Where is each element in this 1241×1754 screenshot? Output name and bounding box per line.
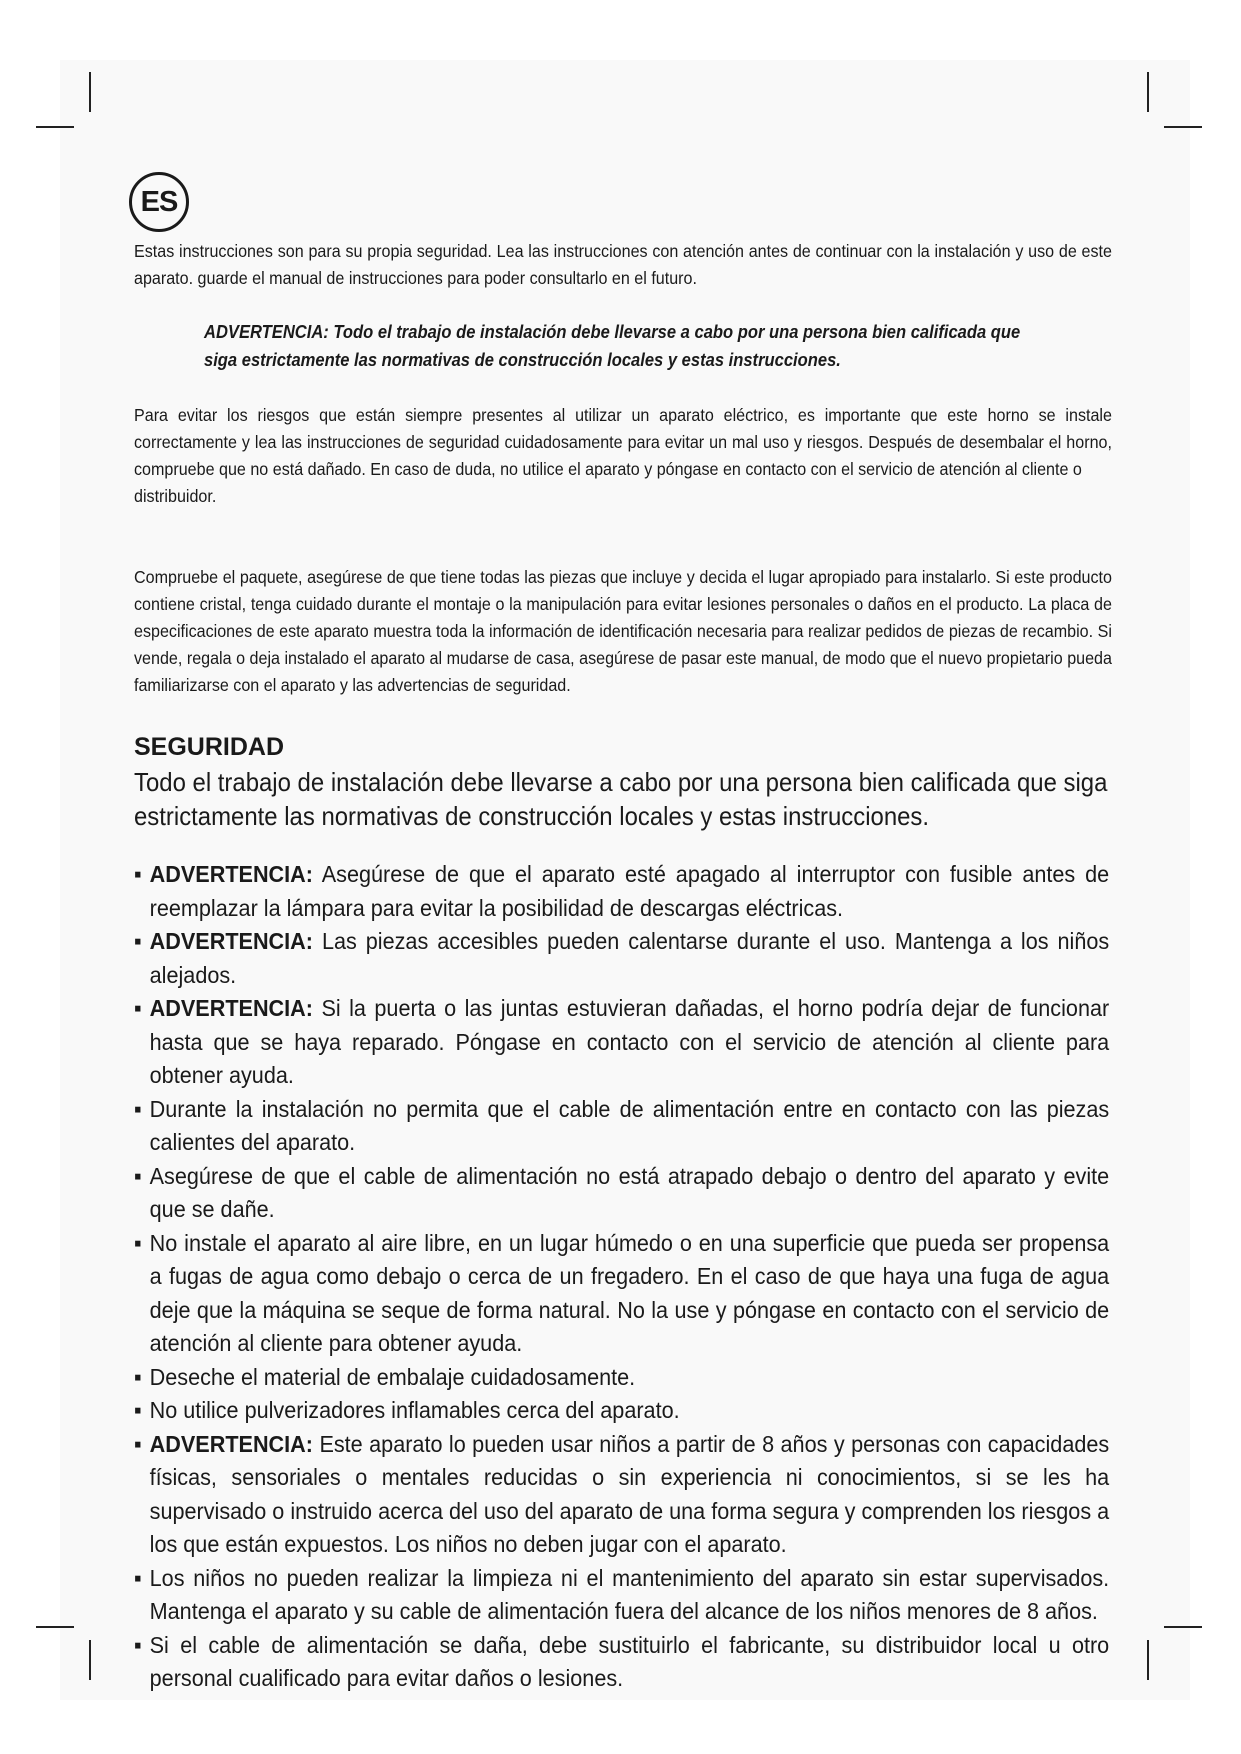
installation-warning-line2: siga estrictamente las normativas de construcción locales y estas instrucciones.: [204, 350, 841, 370]
safety-item: [134, 1160, 1109, 1227]
safety-list: [134, 858, 1109, 1696]
installation-warning-line1: ADVERTENCIA: Todo el trabajo de instalación debe llevarse a cabo por una persona bien calificada que: [204, 322, 1021, 342]
safety-item: [134, 925, 1109, 992]
safety-item: [134, 858, 1109, 925]
safety-item: [134, 1629, 1109, 1696]
safety-item-label: ADVERTENCIA:: [149, 861, 313, 887]
crop-mark-top-left-h: [36, 126, 74, 128]
bullet-icon: ▪: [134, 861, 142, 887]
safety-item-text: Asegúrese de que el cable de alimentación no está atrapado debajo o dentro del aparato y evite que se dañe.: [149, 1162, 1110, 1222]
safety-item-text: No instale el aparato al aire libre, en un lugar húmedo o en una superficie que pueda ser propensa a fugas de agua como debajo o cerca de un fregadero. En el caso de que haya una fuga de agua deje que la máquina se seque de forma natural. No la use y póngase en contacto con el servicio de atención al cliente para obtener ayuda.: [149, 1229, 1110, 1356]
safety-item-text: Deseche el material de embalaje cuidadosamente.: [149, 1363, 636, 1390]
package-paragraph: [134, 564, 1112, 699]
intro-text: Estas instrucciones son para su propia seguridad. Lea las instrucciones con atención antes de continuar con la instalación y uso de este aparato. guarde el manual de instrucciones para poder consultarlo en el futuro.: [134, 241, 1112, 288]
installation-warning: [204, 318, 1032, 374]
safety-item: [134, 1227, 1109, 1361]
bullet-icon: ▪: [134, 928, 142, 954]
safety-item: [134, 1093, 1109, 1160]
safety-intro: Todo el trabajo de instalación debe llevarse a cabo por una persona bien calificada que siga estrictamente las normativas de construcción locales y estas instrucciones.: [134, 767, 1108, 831]
crop-mark-bottom-left-v: [89, 1640, 91, 1680]
safety-item-text: Durante la instalación no permita que el cable de alimentación entre en contacto con las piezas calientes del aparato.: [149, 1095, 1110, 1155]
intro-paragraph: [134, 238, 1112, 292]
risks-text: Para evitar los riesgos que están siempre presentes al utilizar un aparato eléctrico, es importante que este horno se instale correctamente y lea las instrucciones de seguridad cuidadosamente para evitar un mal uso y riesgos. Después de desembalar el horno, compruebe que no está dañado. En caso de duda, no utilice el aparato y póngase en contacto con el servicio de atención al cliente o: [134, 405, 1112, 479]
bullet-icon: ▪: [134, 1229, 142, 1256]
safety-item-text: No utilice pulverizadores inflamables cerca del aparato.: [149, 1397, 680, 1423]
risks-paragraph: [134, 402, 1112, 510]
bullet-icon: ▪: [134, 995, 142, 1021]
bullet-icon: ▪: [134, 1162, 142, 1189]
safety-item-text: Asegúrese de que el aparato esté apagado al interruptor con fusible antes de reemplazar la lámpara para evitar la posibilidad de descargas eléctricas.: [149, 861, 1110, 921]
crop-mark-top-right-h: [1164, 126, 1202, 128]
safety-item-label: ADVERTENCIA:: [149, 928, 313, 954]
safety-item-text: Las piezas accesibles pueden calentarse durante el uso. Mantenga a los niños alejados.: [149, 928, 1110, 988]
crop-mark-top-left-v: [89, 72, 91, 112]
bullet-icon: ▪: [134, 1397, 142, 1423]
safety-item-text: Si el cable de alimentación se daña, debe sustituirlo el fabricante, su distribuidor local u otro personal cualificado para evitar daños o lesiones.: [149, 1631, 1110, 1691]
safety-item: [134, 1394, 1109, 1428]
safety-item: [134, 1428, 1109, 1562]
safety-heading: SEGURIDAD: [134, 733, 285, 761]
crop-mark-top-right-v: [1147, 72, 1149, 112]
safety-item: [134, 992, 1109, 1093]
safety-item-label: ADVERTENCIA:: [149, 1430, 313, 1457]
crop-mark-bottom-right-v: [1147, 1640, 1149, 1680]
safety-item-text: Si la puerta o las juntas estuvieran dañadas, el horno podría dejar de funcionar hasta que se haya reparado. Póngase en contacto con el servicio de atención al cliente para obtener ayuda.: [149, 995, 1110, 1088]
crop-mark-bottom-left-h: [36, 1626, 74, 1628]
language-badge: ES: [129, 172, 189, 232]
risks-text-tail: distribuidor.: [134, 486, 217, 506]
safety-item-text: Este aparato lo pueden usar niños a partir de 8 años y personas con capacidades físicas, sensoriales o mentales reducidas o sin experiencia ni conocimientos, si se les ha supervisado o instruido acerca del uso del aparato de una forma segura y comprenden los riesgos a los que están expuestos. Los niños no deben jugar con el aparato.: [149, 1430, 1110, 1557]
bullet-icon: ▪: [134, 1564, 142, 1591]
bullet-icon: ▪: [134, 1095, 142, 1122]
safety-item: [134, 1562, 1109, 1629]
safety-item-text: Los niños no pueden realizar la limpieza ni el mantenimiento del aparato sin estar supervisados. Mantenga el aparato y su cable de alimentación fuera del alcance de los niños menores de 8 años.: [149, 1564, 1110, 1624]
safety-item-label: ADVERTENCIA:: [149, 995, 313, 1021]
bullet-icon: ▪: [134, 1430, 142, 1457]
package-text: Compruebe el paquete, asegúrese de que tiene todas las piezas que incluye y decida el lugar apropiado para instalarlo. Si este producto contiene cristal, tenga cuidado durante el montaje o la manipulación para evitar lesiones personales o daños en el producto. La placa de especificaciones de este aparato muestra toda la información de identificación necesaria para realizar pedidos de piezas de recambio. Si vende, regala o deja instalado el aparato al mudarse de casa, asegúrese de pasar este manual, de modo que el nuevo propietario pueda familiarizarse con el aparato y las advertencias de seguridad.: [134, 567, 1112, 695]
safety-item: [134, 1361, 1109, 1395]
crop-mark-bottom-right-h: [1164, 1626, 1202, 1628]
bullet-icon: ▪: [134, 1631, 142, 1658]
bullet-icon: ▪: [134, 1363, 142, 1390]
